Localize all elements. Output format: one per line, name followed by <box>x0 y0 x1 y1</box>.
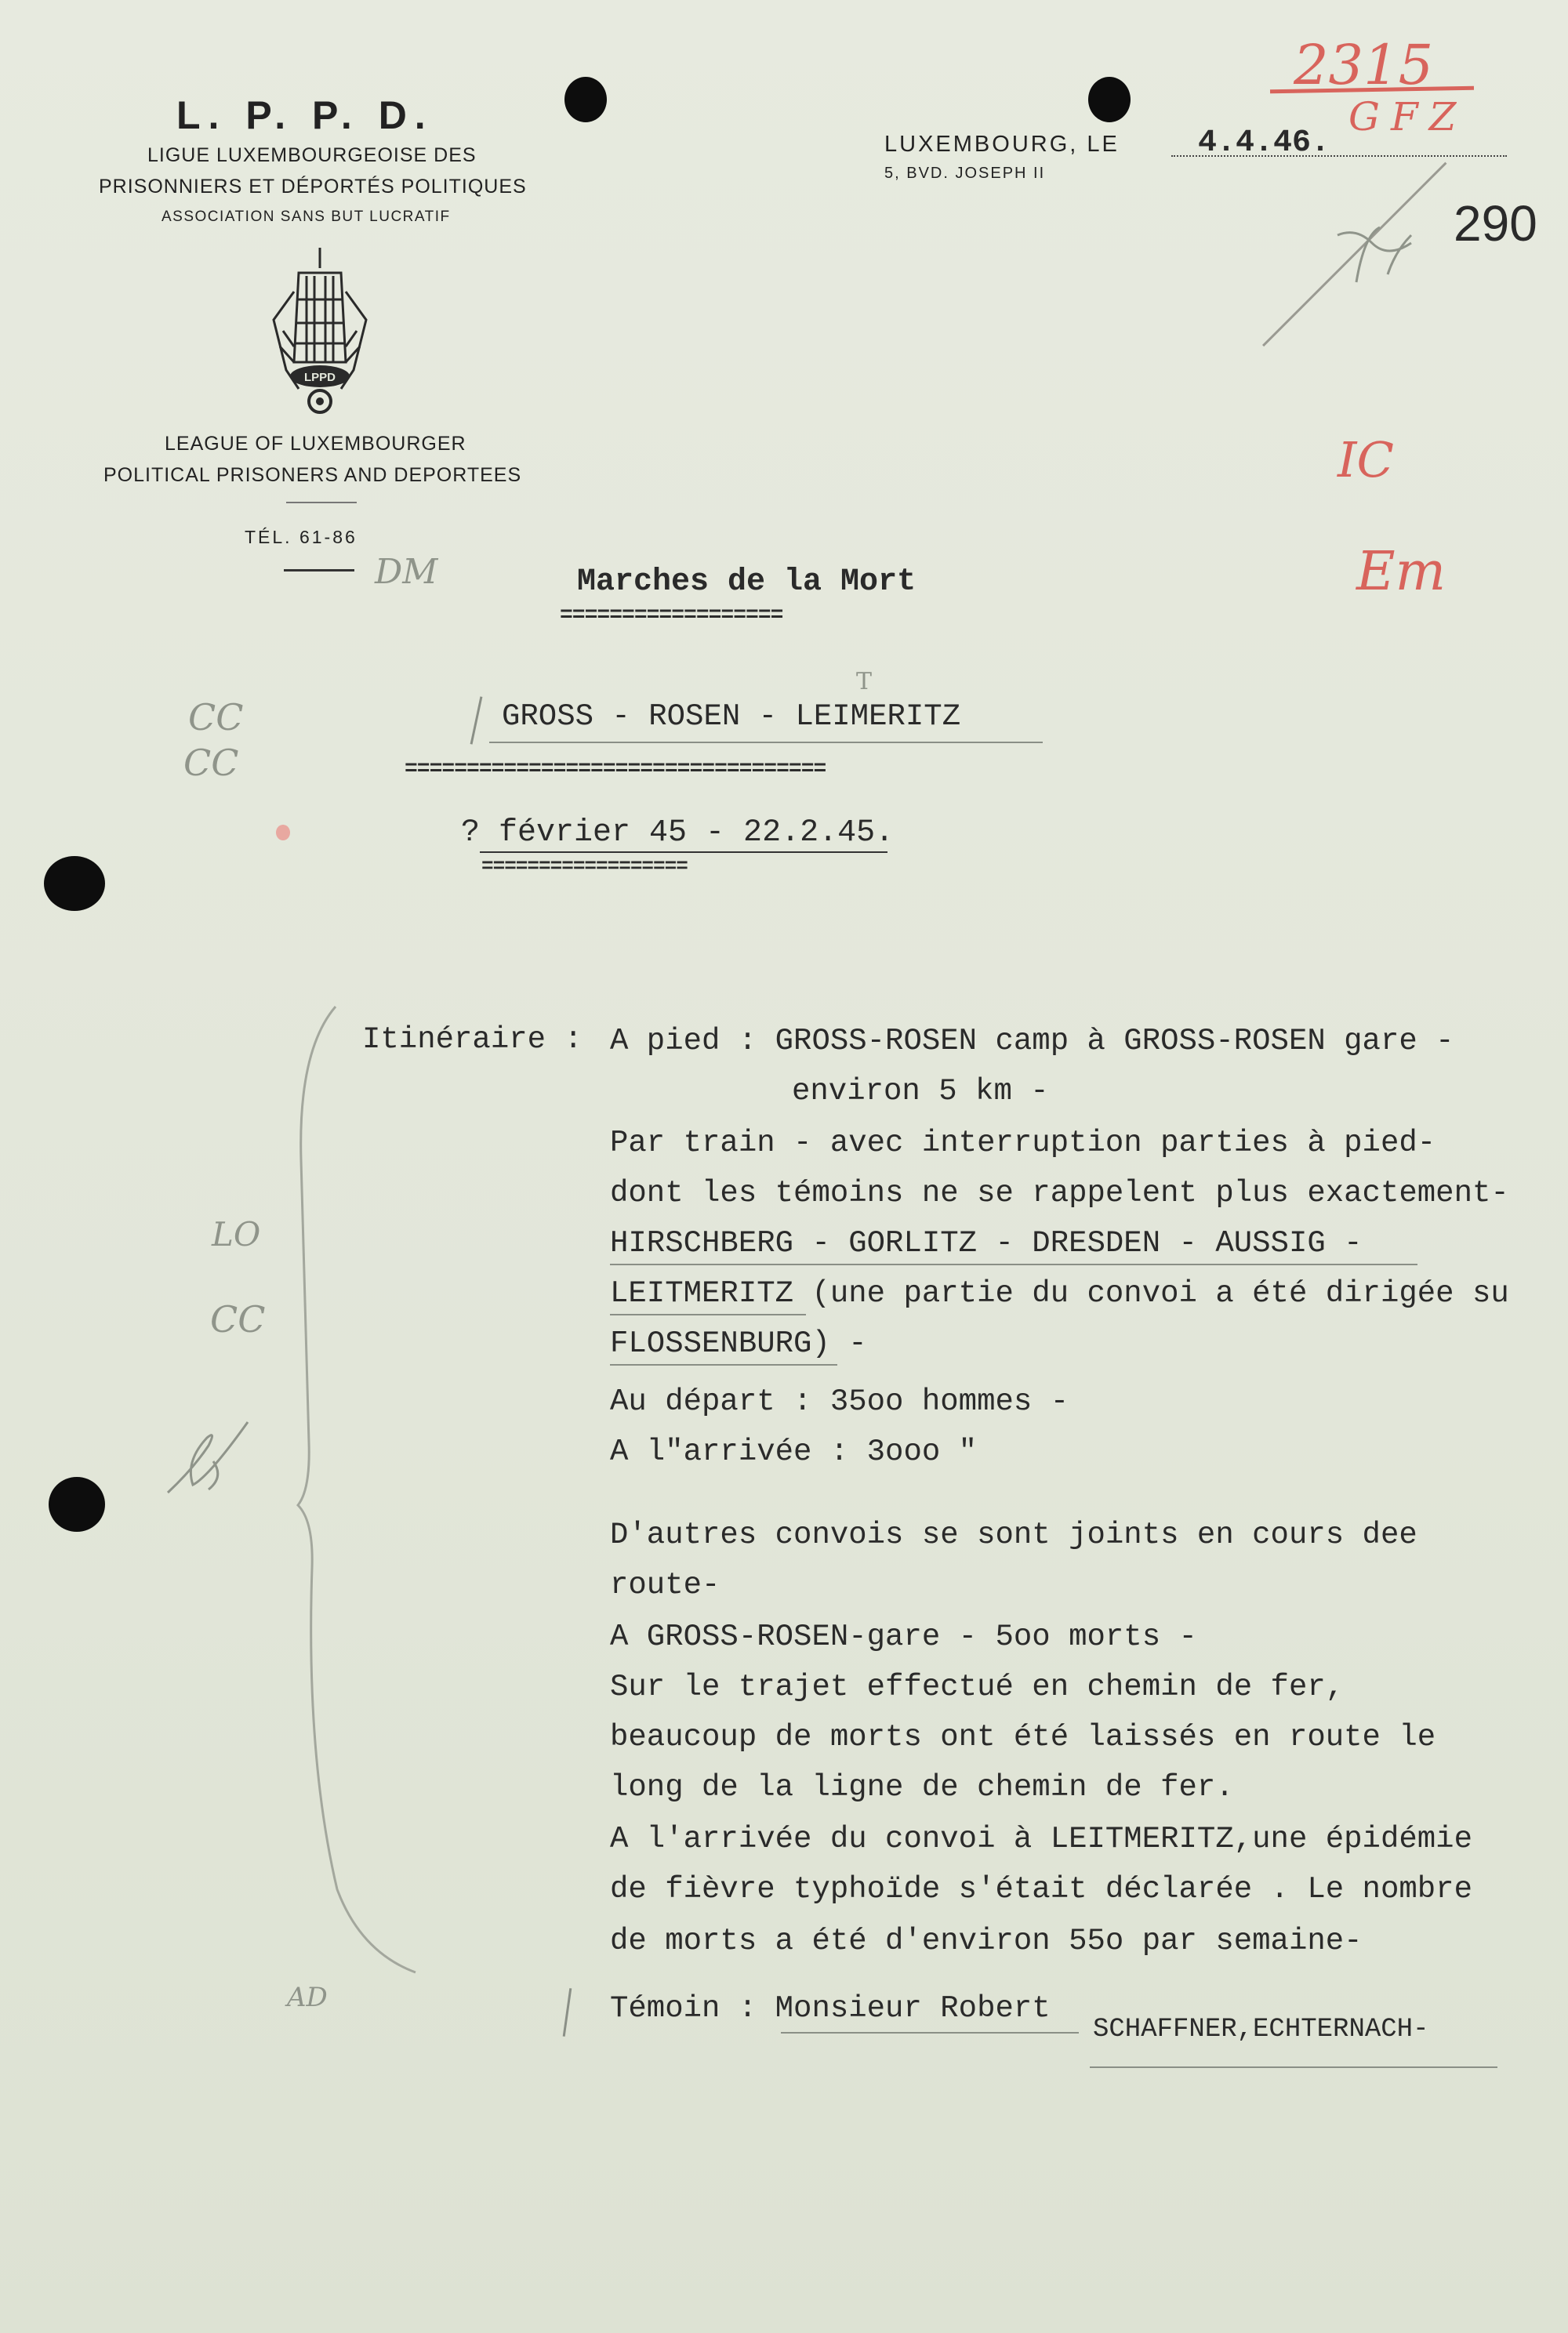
date-range-underline: ================== <box>481 854 688 878</box>
pencil-bracket-witness <box>563 1988 572 2037</box>
org-abbreviation: L. P. P. D. <box>176 93 434 137</box>
route-underline: ================================== <box>405 757 826 782</box>
route-title: GROSS - ROSEN - LEIMERITZ <box>502 699 961 734</box>
itinerary-line: dont les témoins ne se rappelent plus exactement- <box>610 1176 1509 1210</box>
itinerary-line: HIRSCHBERG - GORLITZ - DRESDEN - AUSSIG - <box>610 1226 1363 1261</box>
itinerary-line: FLOSSENBURG) - <box>610 1326 867 1361</box>
pencil-cc-3: CC <box>210 1298 266 1341</box>
cities-pencil-underline <box>610 1264 1417 1265</box>
punch-hole-top-left <box>564 77 607 122</box>
punch-hole-top-right <box>1088 77 1131 122</box>
itinerary-line: de fièvre typhoïde s'était déclarée . Le nombre <box>610 1872 1472 1907</box>
witness-label: Témoin : Monsieur Robert <box>610 1991 1051 2026</box>
tel-dash <box>284 569 354 571</box>
pencil-scribble-top <box>1333 220 1427 290</box>
red-dot-mark <box>276 825 290 840</box>
itinerary-line: A pied : GROSS-ROSEN camp à GROSS-ROSEN gare - <box>610 1024 1454 1058</box>
org-name-fr-line2: PRISONNIERS ET DÉPORTÉS POLITIQUES <box>99 176 527 198</box>
itinerary-line: A l"arrivée : 3ooo " <box>610 1435 978 1469</box>
lppd-logo <box>270 245 369 417</box>
pencil-margin-bracket <box>282 1003 439 1983</box>
itinerary-line: Par train - avec interruption parties à pied- <box>610 1126 1436 1160</box>
title-underline: ================== <box>560 604 783 628</box>
itinerary-line: beaucoup de morts ont été laissés en route le <box>610 1720 1436 1754</box>
witness-name-pencil-underline <box>1090 2066 1497 2068</box>
pencil-lo: LO <box>212 1215 261 1254</box>
punch-hole-left-upper <box>44 856 105 911</box>
itinerary-line: Au départ : 35oo hommes - <box>610 1384 1069 1419</box>
street-address: 5, BVD. JOSEPH II <box>884 165 1046 182</box>
punch-hole-left-lower <box>49 1477 105 1532</box>
place-prefix: LUXEMBOURG, LE <box>884 132 1120 157</box>
route-pencil-underline <box>489 742 1043 743</box>
itinerary-line: Sur le trajet effectué en chemin de fer, <box>610 1670 1345 1704</box>
itinerary-line: long de la ligne de chemin de fer. <box>610 1770 1234 1805</box>
itinerary-label: Itinéraire : <box>362 1022 583 1057</box>
itinerary-line: D'autres convois se sont joints en cours dee <box>610 1518 1417 1552</box>
itinerary-line: route- <box>610 1568 720 1602</box>
org-name-fr-line1: LIGUE LUXEMBOURGEOISE DES <box>147 144 477 166</box>
witness-pencil-underline <box>781 2032 1079 2034</box>
association-note: ASSOCIATION SANS BUT LUCRATIF <box>162 209 451 225</box>
telephone: TÉL. 61-86 <box>245 527 358 547</box>
org-name-en-line2: POLITICAL PRISONERS AND DEPORTEES <box>103 464 522 486</box>
org-name-en-line1: LEAGUE OF LUXEMBOURGER <box>165 433 466 455</box>
date-range: ? février 45 - 22.2.45. <box>461 815 895 851</box>
flossenburg-pencil-underline <box>610 1364 837 1366</box>
pencil-initials-top: DM <box>375 552 438 592</box>
itinerary-line: environ 5 km - <box>792 1074 1049 1108</box>
itinerary-line: de morts a été d'environ 55o par semaine- <box>610 1924 1363 1958</box>
pencil-cc-1: CC <box>188 696 244 738</box>
pencil-bracket-route <box>470 696 483 744</box>
document-title: Marches de la Mort <box>577 564 916 600</box>
letterhead-divider <box>286 502 357 503</box>
file-number-red: 2315 <box>1294 33 1434 97</box>
itinerary-line: A GROSS-ROSEN-gare - 5oo morts - <box>610 1620 1197 1654</box>
date-range-underline-1 <box>480 851 887 853</box>
pencil-ad: AD <box>287 1982 328 2013</box>
letter-date: 4.4.46. <box>1198 125 1330 161</box>
leitmeritz-pencil-underline <box>610 1314 806 1315</box>
code-red: GFZ <box>1348 94 1468 140</box>
logo-text: LPPD <box>303 371 336 384</box>
pencil-scribble-margin <box>162 1414 256 1500</box>
itinerary-line: LEITMERITZ (une partie du convoi a été dirigée su <box>610 1276 1509 1311</box>
red-mark-1: IC <box>1338 431 1394 488</box>
red-mark-2: Em <box>1356 541 1446 603</box>
pencil-correction-letter: T <box>856 668 873 695</box>
itinerary-line: A l'arrivée du convoi à LEITMERITZ,une épidémie <box>610 1822 1472 1856</box>
pencil-cc-2: CC <box>183 742 239 784</box>
doc-number: 290 <box>1454 195 1537 252</box>
witness-name: SCHAFFNER,ECHTERNACH- <box>1093 2015 1429 2045</box>
